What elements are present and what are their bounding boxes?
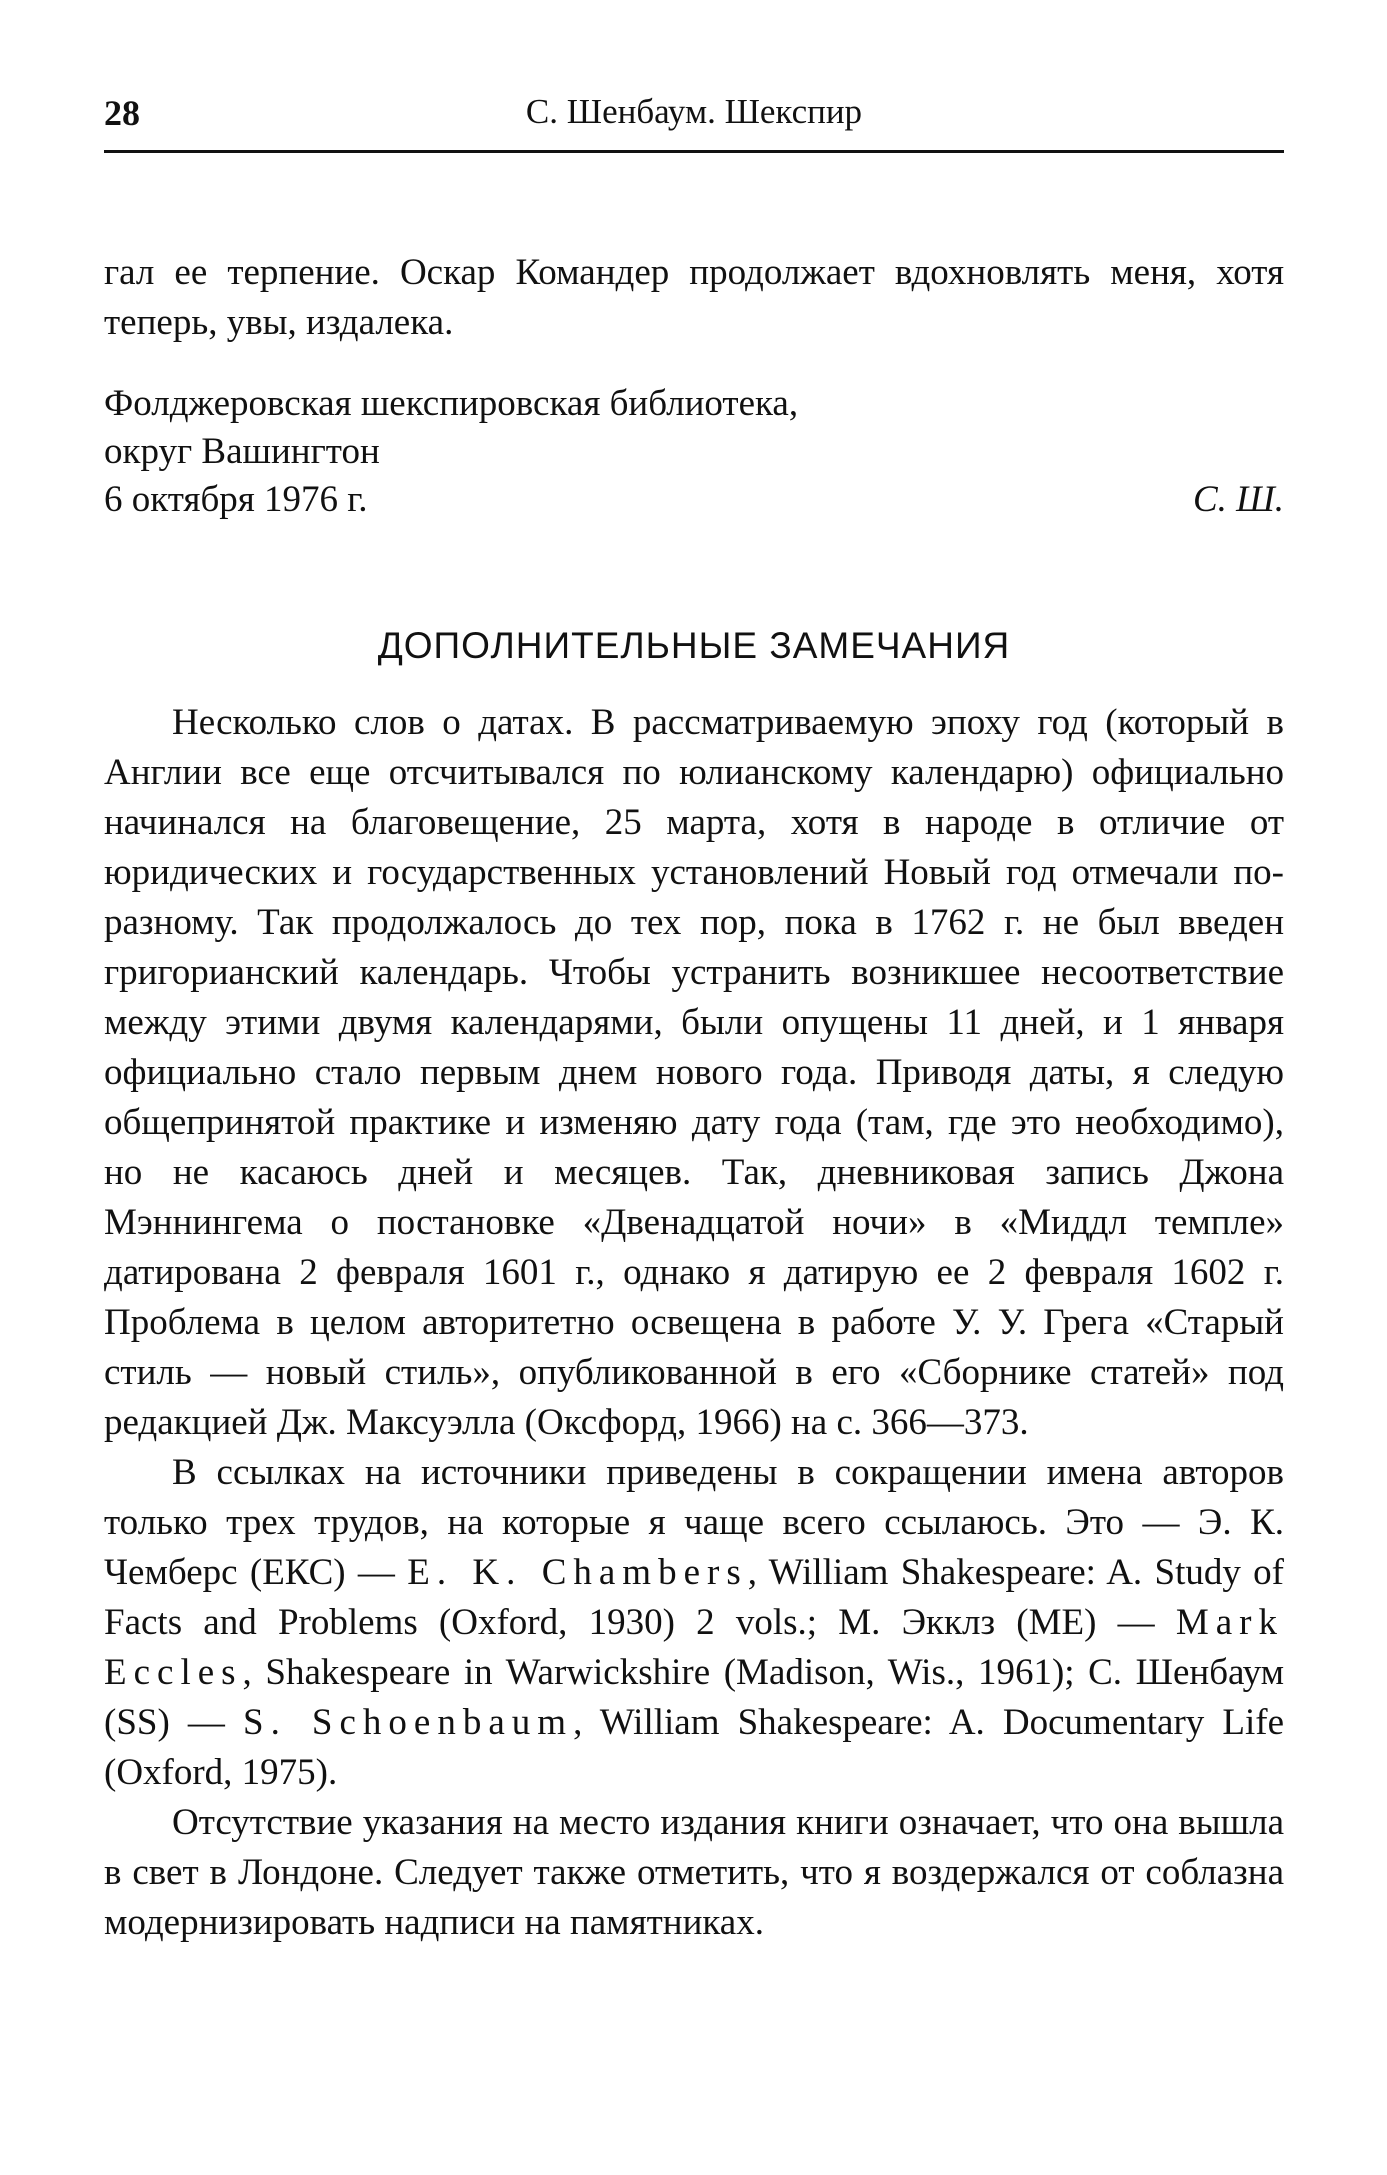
references-text-2: , William Shakespeare: A. Study of Facts and Problems (Oxford, 1930) 2 vols.; М. Экклз (МЕ) — <box>104 1552 1284 1643</box>
author-schoenbaum: S. Schoenbaum <box>243 1702 574 1743</box>
signoff-block <box>104 380 1284 524</box>
references-text-4: , William Shakespeare: A. Documentary Life (Oxford, 1975). <box>104 1702 1284 1793</box>
page-body <box>104 248 1284 1948</box>
references-text-3: , Shakespeare in Warwickshire (Madison, Wis., 1961); С. Шенбаум (SS) — <box>104 1652 1284 1743</box>
signoff-date: 6 октября 1976 г. <box>104 479 368 520</box>
page-number: 28 <box>104 93 140 133</box>
author-chambers: E. K. Chambers <box>407 1552 748 1593</box>
paragraph-references <box>104 1448 1284 1798</box>
signoff-date-line <box>104 476 1284 524</box>
preface-ending-paragraph: гал ее терпение. Оскар Командер продолжает вдохновлять меня, хотя теперь, увы, издалека. <box>104 252 1284 343</box>
section-heading: ДОПОЛНИТЕЛЬНЫЕ ЗАМЕЧАНИЯ <box>377 625 1011 666</box>
header-rule <box>104 150 1284 153</box>
signoff-place-line-1: Фолджеровская шекспировская библиотека, <box>104 383 799 424</box>
references-text-1: В ссылках на источники приведены в сокращении имена авторов только трех трудов, на которые я чаще всего ссылаюсь. Это — Э. К. Чемберс (ЕКС) — <box>104 1452 1284 1593</box>
signoff-place-line-2: округ Вашингтон <box>104 431 380 472</box>
paragraph-place-of-publication: Отсутствие указания на место издания книги означает, что она вышла в свет в Лондоне. Следует также отметить, что я воздержался от соблазна модернизировать надписи на памятниках. <box>104 1802 1284 1943</box>
signoff-initials: С. Ш. <box>1192 479 1284 520</box>
paragraph-dates: Несколько слов о датах. В рассматриваемую эпоху год (который в Англии все еще отсчитывался по юлианскому календарю) официально начинался на благовещение, 25 марта, хотя в народе в отличие от юридических и государственных установлений Новый год отмечали по-разному. Так продолжалось до тех пор, пока в 1762 г. не был введен григорианский календарь. Чтобы устранить возникшее несоответствие между этими двумя календарями, были опущены 11 дней, и 1 января официально стало первым днем нового года. Приводя даты, я следую общепринятой практике и изменяю дату года (там, где это необходимо), но не касаюсь дней и месяцев. Так, дневниковая запись Джона Мэннингема о постановке «Двенадцатой ночи» в «Миддл темпле» датирована 2 февраля 1601 г., однако я датирую ее 2 февраля 1602 г. Проблема в целом авторитетно освещена в работе У. У. Грега «Старый стиль — новый стиль», опубликованной в его «Сборнике статей» под редакцией Дж. Максуэлла (Оксфорд, 1966) на с. 366—373. <box>104 702 1284 1443</box>
author-eccles: Mark Eccles <box>104 1602 1284 1693</box>
running-title: С. Шенбаум. Шекспир <box>525 92 863 131</box>
running-header <box>104 92 1284 144</box>
